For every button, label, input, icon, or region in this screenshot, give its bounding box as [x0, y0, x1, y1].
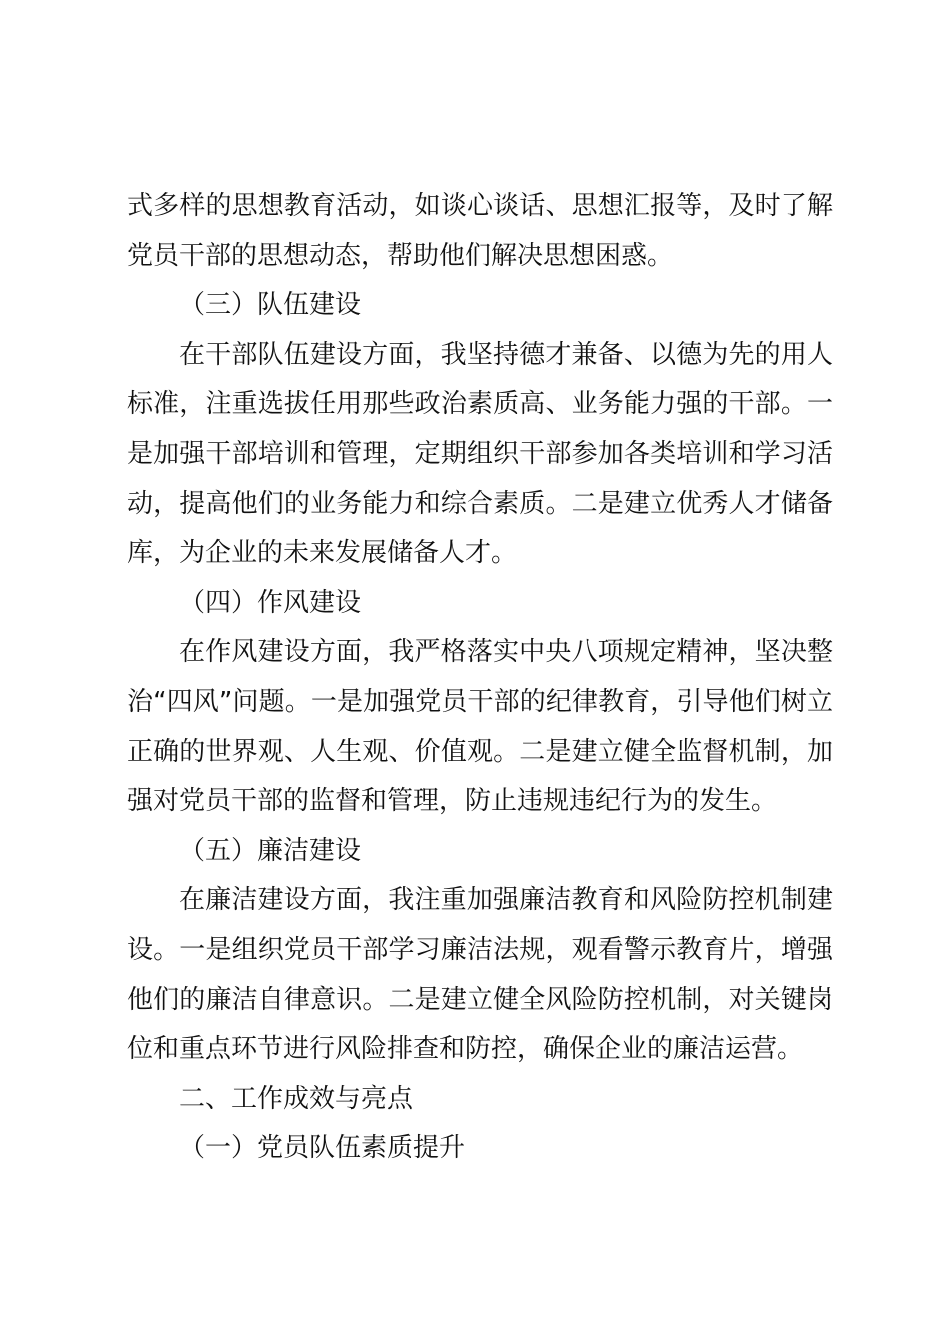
chapter-heading-results: 二、工作成效与亮点 [179, 1083, 414, 1114]
paragraph-integrity: 在廉洁建设方面，我注重加强廉洁教育和风险防控机制建设。一是组织党员干部学习廉洁法规，观看警示教育片，增强他们的廉洁自律意识。二是建立健全风险防控机制，对关键岗位和重点环节进行风险排查和防控，确保企业的廉洁运营。 [127, 885, 833, 1065]
section-heading-integrity: （五）廉洁建设 [179, 835, 362, 866]
document-body [127, 182, 833, 1174]
section-heading-team-building: （三）队伍建设 [179, 290, 362, 321]
paragraph-work-style: 在作风建设方面，我严格落实中央八项规定精神，坚决整治“四风”问题。一是加强党员干部的纪律教育，引导他们树立正确的世界观、人生观、价值观。二是建立健全监督机制，加强对党员干部的监督和管理，防止违规违纪行为的发生。 [127, 637, 833, 817]
section-heading-member-quality: （一）党员队伍素质提升 [179, 1133, 466, 1164]
section-heading-work-style: （四）作风建设 [179, 587, 362, 618]
paragraph-continuation: 式多样的思想教育活动，如谈心谈话、思想汇报等，及时了解党员干部的思想动态，帮助他们解决思想困惑。 [127, 191, 833, 271]
paragraph-team-building: 在干部队伍建设方面，我坚持德才兼备、以德为先的用人标准，注重选拔任用那些政治素质高、业务能力强的干部。一是加强干部培训和管理，定期组织干部参加各类培训和学习活动，提高他们的业务能力和综合素质。二是建立优秀人才储备库，为企业的未来发展储备人才。 [127, 339, 833, 569]
